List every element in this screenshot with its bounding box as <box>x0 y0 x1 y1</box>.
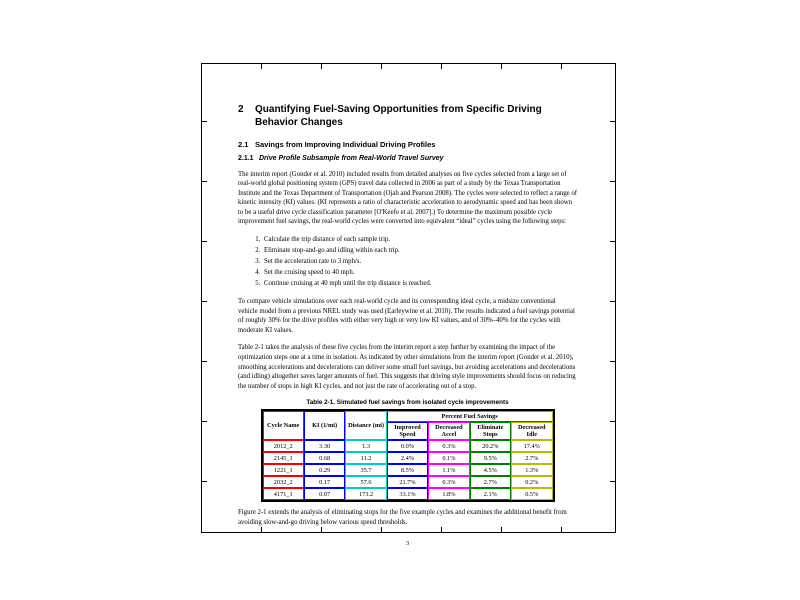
table-cell: 1.3 <box>345 440 386 452</box>
table-cell: 9.5% <box>470 452 511 464</box>
ideal-cycle-step: 3. Set the acceleration rate to 3 mph/s. <box>262 257 577 267</box>
ideal-cycle-steps-list <box>238 235 577 289</box>
table-cell: 4.5% <box>470 464 511 476</box>
table-row <box>263 452 553 464</box>
tick-mark <box>261 527 262 532</box>
table-cell: 0.0% <box>387 440 428 452</box>
paragraph-simulation-results: To compare vehicle simulations over each real-world cycle and its corresponding ideal cycle, a midsize conventional vehicle model from a previous NREL study was used (Earleywine et al. 2010). The results indicated a fuel savings potential of roughly 30% for the drive profiles with either very high or very low KI values, and of 30%–40% for the cycles with moderate KI values. <box>238 298 575 334</box>
table-cell: 0.29 <box>304 464 345 476</box>
table-cell: 11.2 <box>345 452 386 464</box>
section-heading <box>238 104 577 129</box>
table-cell: 35.7 <box>345 464 386 476</box>
tick-mark <box>202 361 207 362</box>
table-cell: 1.1% <box>428 464 469 476</box>
column-header: Cycle Name <box>263 411 304 440</box>
tick-mark <box>381 64 382 69</box>
tick-mark <box>610 121 615 122</box>
table-cell: 0.68 <box>304 452 345 464</box>
table-cell: 2.4% <box>387 452 428 464</box>
table-cell: 17.4% <box>511 440 552 452</box>
sub-header: Improved Speed <box>387 422 428 440</box>
table-cell: 33.1% <box>387 488 428 500</box>
table-cell: 1221_1 <box>263 464 304 476</box>
table-cell: 0.5% <box>511 488 552 500</box>
fuel-savings-table <box>263 411 553 500</box>
subsubsection-heading <box>238 155 577 164</box>
tick-mark <box>610 301 615 302</box>
table-cell: 173.2 <box>345 488 386 500</box>
tick-mark <box>501 64 502 69</box>
sub-header: Decreased Accel <box>428 422 469 440</box>
table-cell: 2.7% <box>470 476 511 488</box>
fuel-savings-table-frame <box>261 409 555 502</box>
tick-mark <box>202 301 207 302</box>
group-header-percent-fuel-savings: Percent Fuel Savings <box>387 411 553 422</box>
table-cell: 2.1% <box>470 488 511 500</box>
subsection-heading <box>238 140 577 149</box>
table-cell: 3.30 <box>304 440 345 452</box>
table-cell: 2.7% <box>511 452 552 464</box>
tick-mark <box>501 527 502 532</box>
table-cell: 2032_2 <box>263 476 304 488</box>
sub-header: Decreased Idle <box>511 422 552 440</box>
document-page <box>201 63 616 547</box>
tick-mark <box>441 64 442 69</box>
tick-mark <box>202 121 207 122</box>
paragraph-figure-reference: Figure 2-1 extends the analysis of eliminating stops for the five example cycles and examines the additional benefit from avoiding slow-and-go driving below various speed thresholds. <box>238 509 567 526</box>
page-number: 3 <box>405 539 410 547</box>
tick-mark <box>321 64 322 69</box>
subsubsection-title: Drive Profile Subsample from Real-World Travel Survey <box>259 155 444 162</box>
table-row <box>263 488 553 500</box>
tick-mark <box>261 64 262 69</box>
ideal-cycle-step: 2. Eliminate stop-and-go and idling within each trip. <box>262 246 577 256</box>
column-header: KI (1/mi) <box>304 411 345 440</box>
tick-mark <box>561 527 562 532</box>
table-row <box>263 440 553 452</box>
tick-mark <box>202 421 207 422</box>
tick-mark <box>610 421 615 422</box>
table-caption: Table 2-1. Simulated fuel savings from isolated cycle improvements <box>306 399 509 407</box>
sub-header: Eliminate Stops <box>470 422 511 440</box>
table-cell: 1.8% <box>428 488 469 500</box>
subsubsection-number: 2.1.1 <box>238 155 254 162</box>
tick-mark <box>202 481 207 482</box>
table-cell: 0.07 <box>304 488 345 500</box>
table-cell: 0.17 <box>304 476 345 488</box>
table-row <box>263 464 553 476</box>
tick-mark <box>610 481 615 482</box>
ideal-cycle-step: 4. Set the cruising speed to 40 mph. <box>262 268 577 278</box>
table-cell: 2145_1 <box>263 452 304 464</box>
table-cell: 20.2% <box>470 440 511 452</box>
table-cell: 0.1% <box>428 452 469 464</box>
table-cell: 0.2% <box>511 476 552 488</box>
table-cell: 1.3% <box>511 464 552 476</box>
tick-mark <box>202 181 207 182</box>
paragraph-table-discussion: Table 2-1 takes the analysis of these five cycles from the interim report a step further by examining the impact of the optimization steps one at a time in isolation. As indicated by other simulations from the interim report (Gonder et al. 2010), smoothing accelerations and decelerations can deliver some small fuel savings, but avoiding accelerations and decelerations (and idling) altogether saves larger amounts of fuel. This suggests that driving style improvements should focus on reducing the number of stops in high KI cycles, and not just the rate of accelerating out of a stop. <box>238 344 576 390</box>
tick-mark <box>202 241 207 242</box>
ideal-cycle-step: 1. Calculate the trip distance of each sample trip. <box>262 235 577 245</box>
section-number: 2 <box>238 104 244 115</box>
table-cell: 2012_2 <box>263 440 304 452</box>
table-cell: 4171_1 <box>263 488 304 500</box>
tick-mark <box>441 527 442 532</box>
subsection-title: Savings from Improving Individual Driving Profiles <box>255 140 436 149</box>
tick-mark <box>610 361 615 362</box>
page-content <box>238 104 577 547</box>
table-cell: 8.5% <box>387 464 428 476</box>
section-title: Quantifying Fuel-Saving Opportunities from Specific Driving Behavior Changes <box>255 104 542 128</box>
column-header: Distance (mi) <box>345 411 386 440</box>
tick-mark <box>610 181 615 182</box>
ideal-cycle-step: 5. Continue cruising at 40 mph until the trip distance is reached. <box>262 279 577 289</box>
tick-mark <box>561 64 562 69</box>
tick-mark <box>381 527 382 532</box>
table-cell: 0.3% <box>428 440 469 452</box>
tick-mark <box>321 527 322 532</box>
subsection-number: 2.1 <box>238 140 249 149</box>
table-cell: 0.3% <box>428 476 469 488</box>
table-cell: 57.6 <box>345 476 386 488</box>
table-row <box>263 476 553 488</box>
paragraph-intro: The interim report (Gonder et al. 2010) included results from detailed analyses on five cycles selected from a large set of real-world global positioning system (GPS) travel data collected in 2006 as part of a study by the Texas Transportation Institute and the Texas Department of Transportation (Ojah and Pearson 2008). The cycles were selected to reflect a range of kinetic intensity (KI) values. (KI represents a ratio of characteristic acceleration to aerodynamic speed and has been shown to be a useful drive cycle classification parameter [O'Keefe et al. 2007].) To determine the maximum possible cycle improvement fuel savings, the real-world cycles were converted into equivalent “ideal” cycles using the following steps: <box>238 170 578 226</box>
table-cell: 21.7% <box>387 476 428 488</box>
tick-mark <box>610 241 615 242</box>
